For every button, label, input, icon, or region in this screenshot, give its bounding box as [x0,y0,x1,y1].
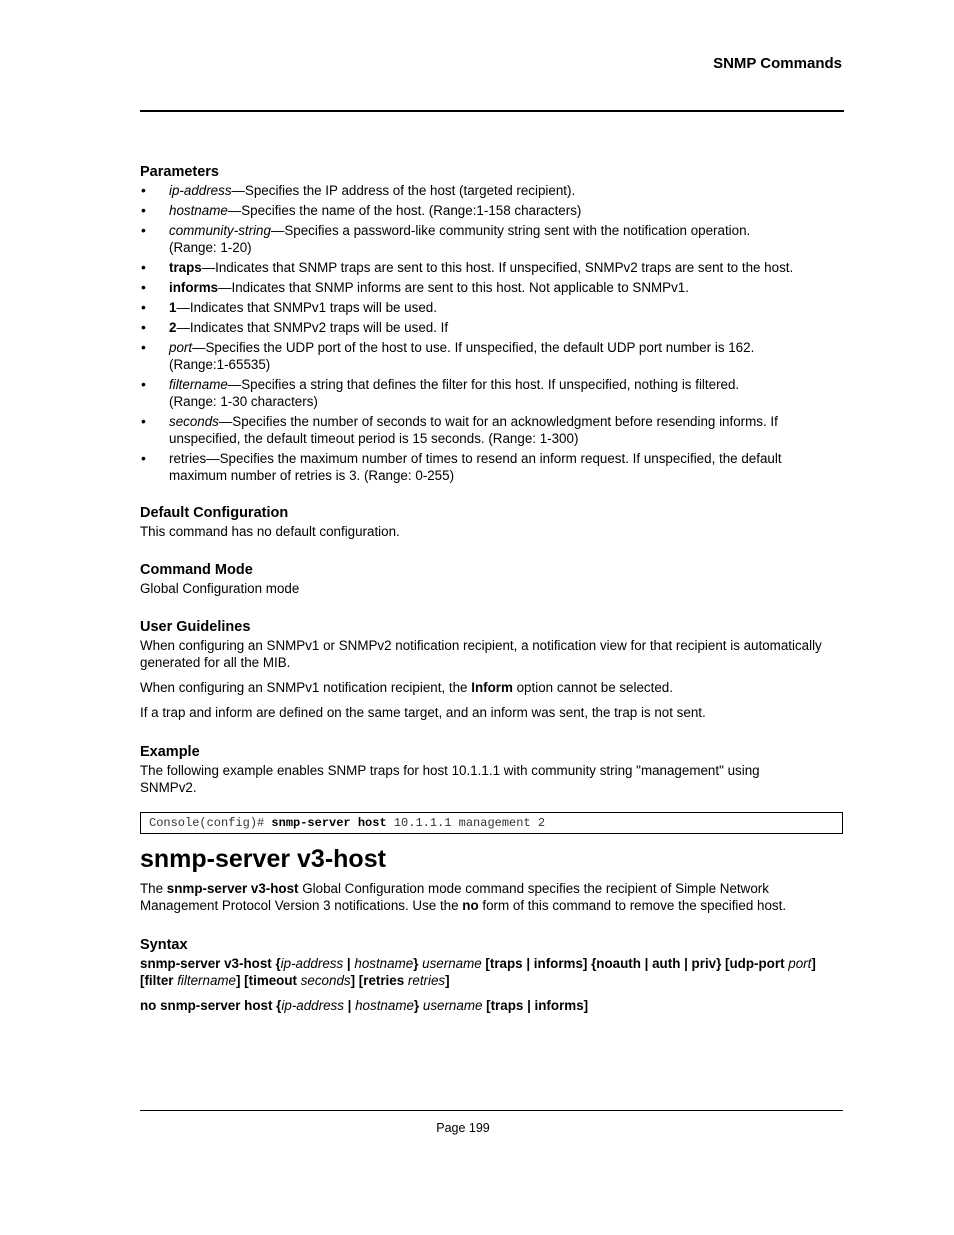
param-item: • hostname—Specifies the name of the host. (Range:1-158 characters) [140,202,844,219]
default-config-text: This command has no default configuration. [140,524,400,539]
guideline-paragraph: When configuring an SNMPv1 notification recipient, the Inform option cannot be selected. [140,680,673,695]
header-rule [140,110,844,112]
syntax-line [140,955,844,989]
parameters-heading: Parameters [140,164,219,180]
syntax-token: filtername [177,973,236,988]
param-item: • seconds—Specifies the number of seconds to wait for an acknowledgment before resending informs. If unspecified, the default timeout period is 15 seconds. (Range: 1-300) [140,413,844,447]
syntax-heading: Syntax [140,937,188,953]
syntax-token: | [343,998,356,1013]
param-item: • informs—Indicates that SNMP informs are sent to this host. Not applicable to SNMPv1. [140,279,844,296]
syntax-token: ] [445,973,450,988]
page-number: Page 199 [436,1121,490,1135]
syntax-token: ip-address [280,956,344,971]
syntax-token: | [343,956,355,971]
param-item: • port—Specifies the UDP port of the host to use. If unspecified, the default UDP port number is 162. (Range:1-65535) [140,339,844,373]
default-config-heading: Default Configuration [140,505,289,521]
syntax-token: hostname [354,956,414,971]
syntax-token: username [422,956,482,971]
page-content [140,163,844,1022]
syntax-token: } [413,956,419,971]
syntax-token: retries [407,973,446,988]
guideline-paragraph: When configuring an SNMPv1 or SNMPv2 notification recipient, a notification view for that recipient is automatically generated for all the MIB. [140,638,822,670]
code-example: Console(config)# snmp-server host 10.1.1.1 management 2 [140,812,843,834]
running-head: SNMP Commands [713,55,842,72]
parameters-list [140,182,844,484]
param-item: • 1—Indicates that SNMPv1 traps will be used. [140,299,844,316]
syntax-token: ] [timeout [236,973,301,988]
syntax-token: ip-address [281,998,344,1013]
param-item: • retries—Specifies the maximum number of times to resend an inform request. If unspecified, the default maximum number of retries is 3. (Range: 0-255) [140,450,844,484]
syntax-token: seconds [300,973,351,988]
syntax-token: snmp-server v3-host { [140,956,281,971]
syntax-token: ] [retries [350,973,408,988]
user-guidelines-heading: User Guidelines [140,619,251,635]
param-item: • traps—Indicates that SNMP traps are sent to this host. If unspecified, SNMPv2 traps are sent to the host. [140,259,844,276]
command-mode-heading: Command Mode [140,562,253,578]
guideline-paragraph: If a trap and inform are defined on the same target, and an inform was sent, the trap is not sent. [140,705,706,720]
syntax-line [140,997,844,1014]
example-heading: Example [140,744,200,760]
param-item: • community-string—Specifies a password-like community string sent with the notification operation. (Range: 1-20) [140,222,844,256]
syntax-token: no snmp-server host { [140,998,282,1013]
syntax-token: hostname [355,998,414,1013]
param-item: • filtername—Specifies a string that defines the filter for this host. If unspecified, nothing is filtered. (Range: 1-30 characters) [140,376,844,410]
param-item: • 2—Indicates that SNMPv2 traps will be used. If [140,319,844,336]
syntax-token: username [422,998,483,1013]
syntax-token: } [413,998,420,1013]
syntax-token: port [788,956,812,971]
syntax-token: ] [filter [140,956,816,988]
command-description: The snmp-server v3-host Global Configuration mode command specifies the recipient of Simple Network Management Protocol Version 3 notifications. Use the no form of this command to remove the specified host. [140,881,787,913]
param-item: • ip-address—Specifies the IP address of the host (targeted recipient). [140,182,844,199]
syntax-token: [traps | informs] [482,998,589,1013]
command-mode-text: Global Configuration mode [140,581,300,596]
footer-rule [140,1110,843,1111]
command-title: snmp-server v3-host [140,845,386,873]
example-text: The following example enables SNMP traps for host 10.1.1.1 with community string "management" using SNMPv2. [140,763,760,795]
syntax-token: [traps | informs] {noauth | auth | priv} [udp-port [481,956,789,971]
